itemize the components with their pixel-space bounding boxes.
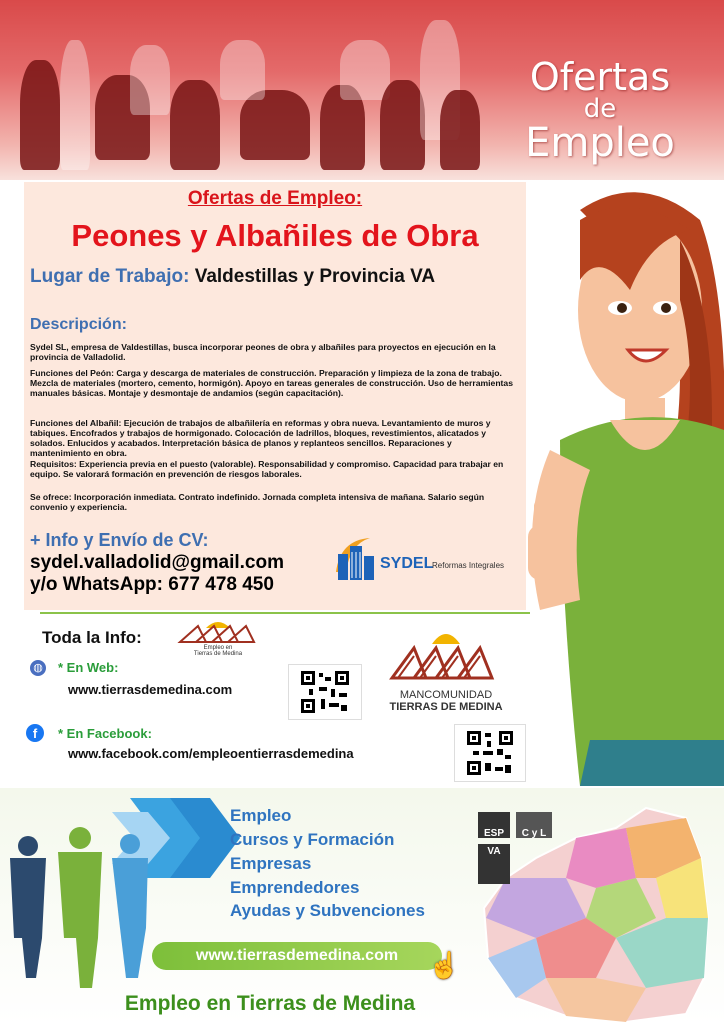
facebook-label: * En Facebook: bbox=[58, 726, 152, 741]
badge-va: VA bbox=[478, 844, 510, 884]
bottom-url-button[interactable]: www.tierrasdemedina.com bbox=[152, 942, 442, 970]
location-label: Lugar de Trabajo: bbox=[30, 266, 190, 287]
worker-silhouette bbox=[170, 80, 220, 170]
worker-silhouette bbox=[130, 45, 170, 115]
facebook-icon: f bbox=[26, 724, 44, 742]
worker-silhouette bbox=[240, 90, 310, 160]
mancomunidad-line2: TIERRAS DE MEDINA bbox=[389, 701, 503, 713]
worker-silhouette bbox=[440, 90, 480, 170]
contact-email[interactable]: sydel.valladolid@gmail.com bbox=[30, 552, 284, 573]
description-paragraph: Funciones del Peón: Carga y descarga de materiales de construcción. Preparación y limpieza de la zona de trabajo. Mezcla de materiales (mortero, cemento, hormigón). Apoyo en tareas generales de construcción. Uso de herramientas manuales básicas. Montaje y desmontaje de andamios (según capacitación). bbox=[30, 368, 513, 398]
worker-silhouette bbox=[220, 40, 265, 100]
badge-cyl: C y L bbox=[516, 812, 552, 838]
description-paragraph: Funciones del Albañil: Ejecución de trabajos de albañilería en reformas y obra nueva. Levantamiento de muros y tabiques. Encofrados y trabajos de hormigonado. Colocación de ladrillos, bloques, revestimientos, alicatados y solados. Enlucidos y acabados. Interpretación básica de planos y replanteos sencillos. Reparaciones y mantenimiento en obra. bbox=[30, 418, 491, 458]
offer-location bbox=[30, 266, 435, 288]
contact-heading: + Info y Envío de CV: bbox=[30, 530, 209, 550]
brand-line1: Ofertas bbox=[529, 55, 671, 99]
description-label: Descripción: bbox=[30, 316, 127, 333]
contact-whatsapp[interactable]: y/o WhatsApp: 677 478 450 bbox=[30, 574, 274, 595]
web-label: * En Web: bbox=[58, 660, 119, 675]
worker-silhouette bbox=[380, 80, 425, 170]
tierras-de-medina-map bbox=[476, 798, 716, 1024]
header-banner bbox=[0, 0, 724, 180]
sydel-logo bbox=[330, 534, 524, 584]
small-logo-text1: Empleo en bbox=[203, 645, 233, 651]
facebook-url-link[interactable]: www.facebook.com/empleoentierrasdemedina bbox=[68, 746, 354, 761]
info-heading: Toda la Info: bbox=[42, 628, 142, 647]
globe-icon: ◍ bbox=[30, 660, 46, 676]
location-value: Valdestillas y Provincia VA bbox=[189, 266, 436, 287]
offer-panel bbox=[24, 182, 526, 610]
offer-kicker: Ofertas de Empleo: bbox=[187, 188, 363, 209]
description-paragraph: Sydel SL, empresa de Valdestillas, busca incorporar peones de obra y albañiles para proyectos en ejecución en la provincia de Valladolid. bbox=[30, 342, 496, 362]
web-url-link[interactable]: www.tierrasdemedina.com bbox=[68, 682, 233, 697]
brand-line3: Empleo bbox=[525, 120, 675, 166]
worker-silhouette bbox=[20, 60, 60, 170]
section-divider bbox=[40, 612, 530, 614]
bottom-list-item: Cursos y Formación bbox=[230, 830, 395, 849]
qr-code-web[interactable] bbox=[288, 664, 362, 720]
bottom-list-item: Emprendedores bbox=[230, 878, 360, 897]
worker-silhouette bbox=[340, 40, 390, 100]
worker-silhouette bbox=[60, 40, 90, 170]
hand-cursor-icon: ☝ bbox=[428, 950, 461, 980]
offer-title: Peones y Albañiles de Obra bbox=[71, 218, 479, 253]
description-paragraph: Requisitos: Experiencia previa en el puesto (valorable). Responsabilidad y compromiso. Capacidad para trabajar en equipo. Se valorará formación en prevención de riesgos laborales. bbox=[30, 459, 504, 479]
sydel-logo-name: SYDEL bbox=[380, 555, 434, 572]
qr-code-facebook[interactable] bbox=[454, 724, 526, 782]
woman-illustration bbox=[520, 180, 724, 786]
sydel-logo-tagline: Reformas Integrales bbox=[432, 561, 505, 570]
badge-esp: ESP bbox=[478, 812, 510, 838]
small-logo-text2: Tierras de Medina bbox=[193, 651, 243, 656]
bottom-list-item: Empleo bbox=[230, 806, 292, 825]
bottom-list-item: Empresas bbox=[230, 854, 312, 873]
ofertas-de-empleo-brand bbox=[500, 55, 700, 166]
empleo-tierras-logo bbox=[176, 616, 260, 656]
mancomunidad-line1: MANCOMUNIDAD bbox=[399, 689, 493, 701]
mancomunidad-logo bbox=[384, 622, 508, 718]
bottom-title: Empleo en Tierras de Medina bbox=[124, 992, 416, 1015]
bottom-list-item: Ayudas y Subvenciones bbox=[230, 901, 425, 920]
description-paragraph: Se ofrece: Incorporación inmediata. Contrato indefinido. Jornada completa intensiva de mañana. Salario según convenio y experiencia. bbox=[30, 492, 485, 512]
brand-line2: de bbox=[583, 94, 617, 124]
